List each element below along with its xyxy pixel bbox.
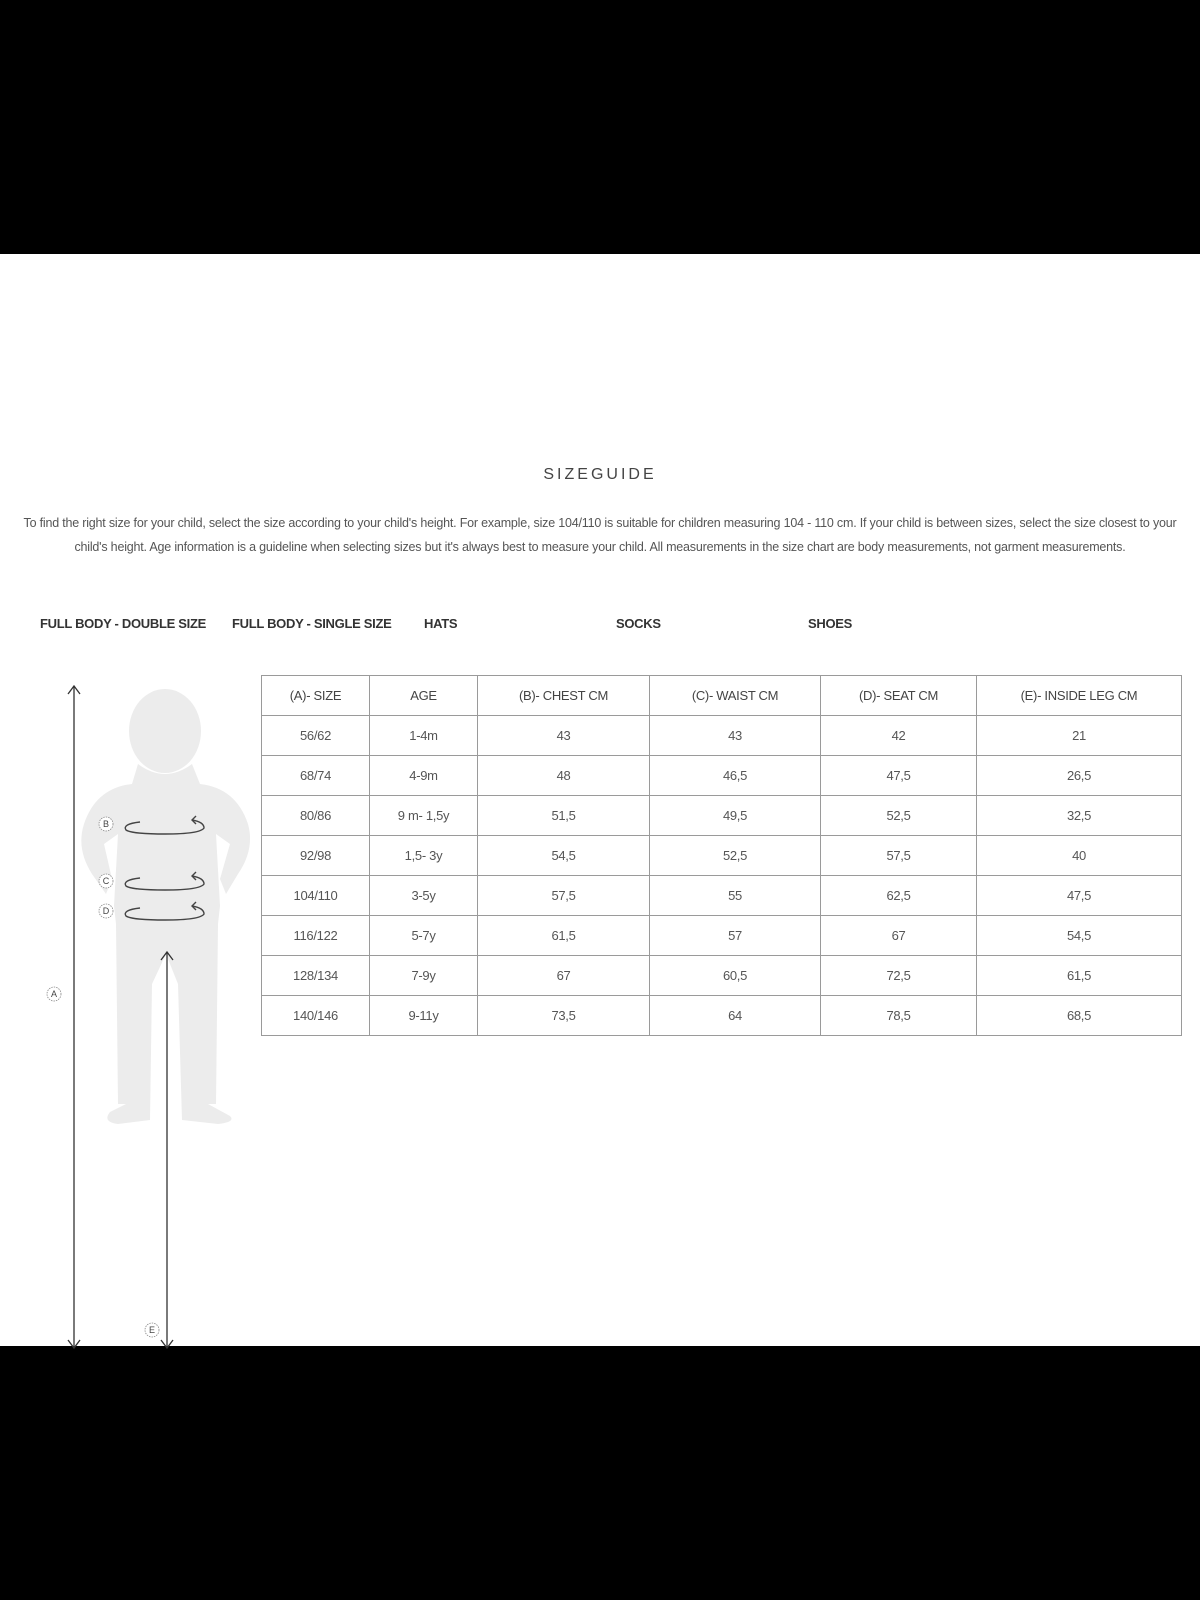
cell-inside-leg: 21: [977, 716, 1182, 756]
cell-age: 5-7y: [370, 916, 478, 956]
cell-inside-leg: 54,5: [977, 916, 1182, 956]
cell-seat: 62,5: [821, 876, 977, 916]
cell-waist: 46,5: [650, 756, 821, 796]
cell-seat: 67: [821, 916, 977, 956]
cell-seat: 47,5: [821, 756, 977, 796]
header-age: AGE: [370, 676, 478, 716]
cell-chest: 43: [478, 716, 650, 756]
size-table: [261, 675, 1182, 1036]
category-tabs: [0, 616, 1200, 636]
cell-age: 3-5y: [370, 876, 478, 916]
label-a: A: [50, 989, 58, 999]
cell-size: 80/86: [262, 796, 370, 836]
header-inside-leg: (E)- INSIDE LEG CM: [977, 676, 1182, 716]
cell-seat: 78,5: [821, 996, 977, 1036]
table-row: [262, 716, 1182, 756]
cell-chest: 51,5: [478, 796, 650, 836]
cell-inside-leg: 47,5: [977, 876, 1182, 916]
intro-paragraph: To find the right size for your child, select the size according to your child's height. For example, size 104/110 is suitable for children measuring 104 - 110 cm. If your child is between sizes, select the size closest to your child's height. Age information is a guideline when selecting sizes but it's always best to measure your child. All measurements in the size chart are body measurements, not garment measurements.: [23, 516, 1177, 554]
cell-inside-leg: 40: [977, 836, 1182, 876]
cell-age: 9 m- 1,5y: [370, 796, 478, 836]
cell-waist: 60,5: [650, 956, 821, 996]
header-chest: (B)- CHEST CM: [478, 676, 650, 716]
cell-seat: 72,5: [821, 956, 977, 996]
cell-age: 1,5- 3y: [370, 836, 478, 876]
cell-size: 104/110: [262, 876, 370, 916]
tab-full-body-double-size[interactable]: FULL BODY - DOUBLE SIZE: [40, 616, 206, 631]
cell-chest: 57,5: [478, 876, 650, 916]
label-d: D: [102, 906, 110, 916]
child-measurement-figure: [40, 684, 260, 1354]
size-guide-page: [0, 254, 1200, 1346]
cell-size: 56/62: [262, 716, 370, 756]
cell-chest: 67: [478, 956, 650, 996]
page-title: SIZEGUIDE: [543, 466, 657, 483]
tab-hats[interactable]: HATS: [424, 616, 458, 631]
cell-size: 140/146: [262, 996, 370, 1036]
cell-waist: 43: [650, 716, 821, 756]
cell-size: 116/122: [262, 916, 370, 956]
cell-waist: 52,5: [650, 836, 821, 876]
cell-chest: 48: [478, 756, 650, 796]
cell-size: 68/74: [262, 756, 370, 796]
tab-shoes[interactable]: SHOES: [808, 616, 853, 631]
header-waist: (C)- WAIST CM: [650, 676, 821, 716]
cell-seat: 52,5: [821, 796, 977, 836]
table-row: [262, 916, 1182, 956]
cell-age: 4-9m: [370, 756, 478, 796]
cell-age: 7-9y: [370, 956, 478, 996]
table-row: [262, 876, 1182, 916]
cell-chest: 61,5: [478, 916, 650, 956]
table-row: [262, 836, 1182, 876]
cell-inside-leg: 68,5: [977, 996, 1182, 1036]
cell-chest: 54,5: [478, 836, 650, 876]
cell-waist: 49,5: [650, 796, 821, 836]
table-row: [262, 996, 1182, 1036]
cell-size: 128/134: [262, 956, 370, 996]
cell-waist: 55: [650, 876, 821, 916]
table-row: [262, 956, 1182, 996]
tab-socks[interactable]: SOCKS: [616, 616, 661, 631]
table-header-row: [262, 676, 1182, 716]
cell-waist: 57: [650, 916, 821, 956]
cell-inside-leg: 26,5: [977, 756, 1182, 796]
label-b: B: [102, 819, 110, 829]
table-row: [262, 796, 1182, 836]
table-row: [262, 756, 1182, 796]
cell-age: 9-11y: [370, 996, 478, 1036]
header-size: (A)- SIZE: [262, 676, 370, 716]
cell-inside-leg: 61,5: [977, 956, 1182, 996]
child-silhouette-icon: [40, 684, 260, 1354]
cell-seat: 42: [821, 716, 977, 756]
cell-age: 1-4m: [370, 716, 478, 756]
cell-seat: 57,5: [821, 836, 977, 876]
label-c: C: [102, 876, 110, 886]
label-e: E: [148, 1325, 156, 1335]
cell-chest: 73,5: [478, 996, 650, 1036]
cell-size: 92/98: [262, 836, 370, 876]
header-seat: (D)- SEAT CM: [821, 676, 977, 716]
cell-inside-leg: 32,5: [977, 796, 1182, 836]
tab-full-body-single-size[interactable]: FULL BODY - SINGLE SIZE: [232, 616, 392, 631]
cell-waist: 64: [650, 996, 821, 1036]
